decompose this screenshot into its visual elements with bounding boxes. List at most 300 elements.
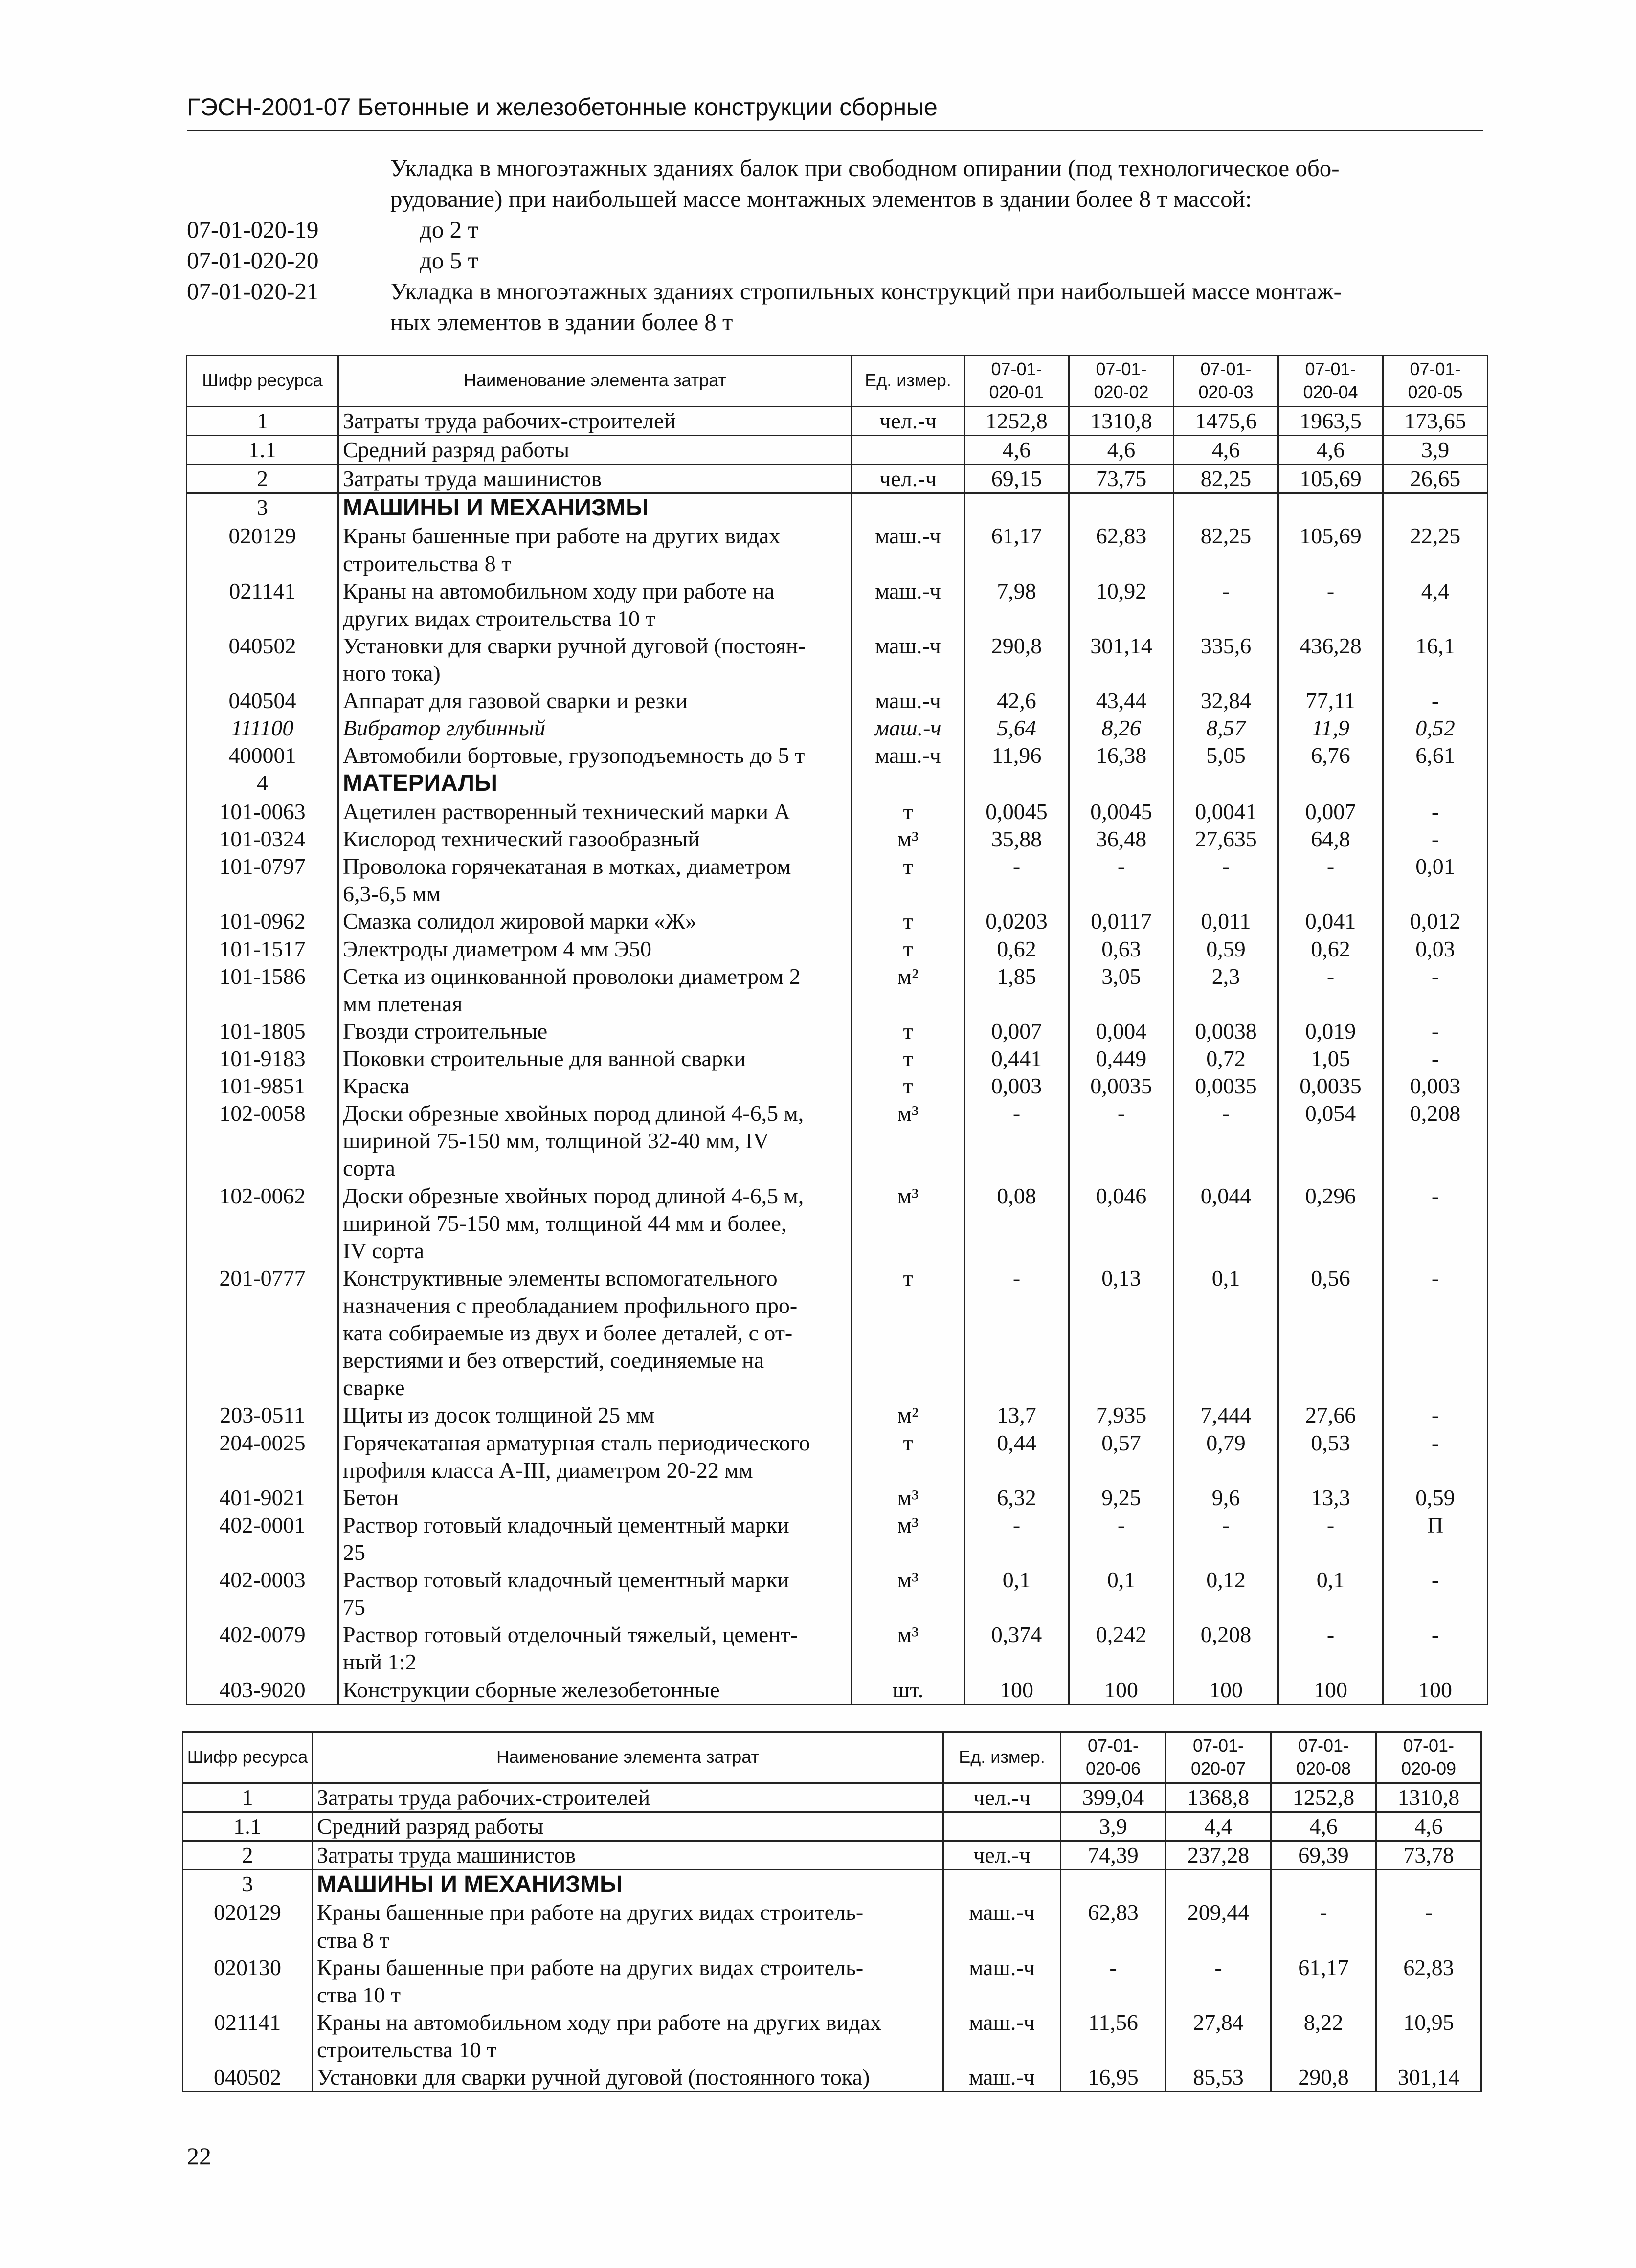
norm-value-cell: 0,72 [1174,1045,1278,1072]
norm-value-cell: 10,92 [1069,578,1174,632]
norm-value-cell: 4,4 [1166,1812,1271,1841]
resource-table-1 [186,355,1488,1705]
norm-code: 07-01-020-20 [187,247,319,274]
norm-value-cell: 10,95 [1376,2009,1481,2064]
unit-cell: маш.-ч [943,1954,1061,2009]
norm-value-cell: - [964,1265,1069,1402]
norm-value-cell: 0,0035 [1069,1072,1174,1100]
norm-value-cell: 27,84 [1166,2009,1271,2064]
norm-value-cell: 4,6 [1174,435,1278,464]
norm-value-cell: - [1174,578,1278,632]
header-unit: Ед. измер. [852,356,964,407]
norm-value-cell: 9,6 [1174,1484,1278,1512]
table-row [183,1869,1481,1899]
norm-value-cell [1061,1869,1166,1899]
table-row [187,1182,1488,1265]
norm-value-cell: 69,39 [1271,1841,1376,1869]
norm-value-cell: 27,635 [1174,825,1278,853]
unit-cell: маш.-ч [852,687,964,714]
unit-cell: м³ [852,1182,964,1265]
unit-cell: м³ [852,1621,964,1676]
cost-element-cell: Вибратор глубинный [338,714,852,742]
page-number: 22 [187,2142,211,2170]
table-row [187,769,1488,798]
table-row [183,1954,1481,2009]
table-row [187,464,1488,493]
cost-element-cell: Установки для сварки ручной дуговой (постоян- ного тока) [338,632,852,687]
norm-value-cell: 61,17 [1271,1954,1376,2009]
resource-code-cell: 403-9020 [187,1676,338,1705]
resource-code-cell: 040504 [187,687,338,714]
norm-value-cell: 0,449 [1069,1045,1174,1072]
norm-code: 07-01-020-21 [187,278,319,305]
norm-value-cell: 0,044 [1174,1182,1278,1265]
norm-value-cell: 1,85 [964,963,1069,1018]
unit-cell: т [852,1265,964,1402]
norm-value-cell: 35,88 [964,825,1069,853]
norm-value-cell: 0,0041 [1174,798,1278,825]
norm-value-cell: 4,6 [1069,435,1174,464]
norm-value-cell: 9,25 [1069,1484,1174,1512]
header-resource-code: Шифр ресурса [183,1732,313,1783]
norm-value-cell: 69,15 [964,464,1069,493]
resource-code-cell: 2 [187,464,338,493]
cost-element-cell: Краны башенные при работе на других видах строительства 8 т [338,522,852,577]
norm-value-cell: 1310,8 [1069,406,1174,435]
norm-value-cell: 0,1 [964,1566,1069,1621]
table-header-row [187,356,1488,407]
cost-element-cell: Установки для сварки ручной дуговой (постоянного тока) [313,2064,943,2092]
resource-code-cell: 021141 [183,2009,313,2064]
norm-value-cell: 0,59 [1383,1484,1488,1512]
norm-value-cell: 0,0045 [964,798,1069,825]
table-row [187,1045,1488,1072]
header-norm-code: 07-01- 020-07 [1166,1732,1271,1783]
norm-value-cell: 1252,8 [964,406,1069,435]
norm-value-cell [1278,493,1383,522]
unit-cell: м² [852,963,964,1018]
norm-value-cell: 100 [964,1676,1069,1705]
table-row [183,2009,1481,2064]
norm-value-cell: - [1383,825,1488,853]
norm-value-cell: - [1271,1899,1376,1954]
header-norm-code: 07-01- 020-01 [964,356,1069,407]
norm-value-cell: 11,96 [964,742,1069,769]
norm-value-cell: 7,98 [964,578,1069,632]
norm-value-cell: 0,08 [964,1182,1069,1265]
resource-code-cell: 101-0797 [187,853,338,908]
norm-value-cell: 6,76 [1278,742,1383,769]
unit-cell: т [852,1045,964,1072]
norm-value-cell: 85,53 [1166,2064,1271,2092]
table-row [187,1512,1488,1566]
unit-cell: м³ [852,825,964,853]
norm-value-cell [964,769,1069,798]
resource-code-cell: 3 [187,493,338,522]
unit-cell: шт. [852,1676,964,1705]
norm-value-cell: 16,95 [1061,2064,1166,2092]
table-row [183,1783,1481,1812]
norm-value-cell: - [1376,1899,1481,1954]
cost-element-cell: Электроды диаметром 4 мм Э50 [338,935,852,963]
cost-element-cell: Раствор готовый кладочный цементный марки 25 [338,1512,852,1566]
norm-value-cell [1069,493,1174,522]
table-row [183,1899,1481,1954]
table-row [187,908,1488,935]
cost-element-cell: Краны на автомобильном ходу при работе на других видах строительства 10 т [338,578,852,632]
intro-text-line: Укладка в многоэтажных зданиях балок при свободном опирании (под технологическое обо- [390,155,1340,181]
header-cost-element: Наименование элемента затрат [313,1732,943,1783]
norm-value-cell: 105,69 [1278,522,1383,577]
norm-value-cell: 335,6 [1174,632,1278,687]
norm-value-cell: 4,4 [1383,578,1488,632]
table-row [187,1265,1488,1402]
norm-value-cell: 0,011 [1174,908,1278,935]
norm-value-cell [964,493,1069,522]
unit-cell: м³ [852,1512,964,1566]
norm-value-cell: 13,3 [1278,1484,1383,1512]
table-row [187,1621,1488,1676]
norm-value-cell [1174,493,1278,522]
cost-element-cell: Кислород технический газообразный [338,825,852,853]
cost-element-cell: Поковки строительные для ванной сварки [338,1045,852,1072]
norm-value-cell: 0,03 [1383,935,1488,963]
norm-value-cell: 13,7 [964,1401,1069,1429]
unit-cell: чел.-ч [852,406,964,435]
norm-value-cell: 4,6 [1278,435,1383,464]
header-norm-code: 07-01- 020-05 [1383,356,1488,407]
table-row [187,632,1488,687]
norm-value-cell: 0,0035 [1278,1072,1383,1100]
norm-value-cell: - [1383,798,1488,825]
norm-value-cell: 27,66 [1278,1401,1383,1429]
unit-cell: м³ [852,1100,964,1182]
unit-cell: м³ [852,1566,964,1621]
unit-cell: т [852,853,964,908]
norm-value-cell: 1310,8 [1376,1783,1481,1812]
resource-code-cell: 040502 [183,2064,313,2092]
resource-code-cell: 101-1586 [187,963,338,1018]
norm-value-cell: - [1069,1512,1174,1566]
header-norm-code: 07-01- 020-03 [1174,356,1278,407]
norm-value-cell: 64,8 [1278,825,1383,853]
norm-value-cell: 82,25 [1174,522,1278,577]
table-row [187,687,1488,714]
norm-value-cell: 100 [1383,1676,1488,1705]
resource-code-cell: 402-0001 [187,1512,338,1566]
norm-value-cell: 73,78 [1376,1841,1481,1869]
cost-element-cell: Средний разряд работы [313,1812,943,1841]
table-row [187,935,1488,963]
table-row [187,578,1488,632]
table-row [183,1841,1481,1869]
norm-value-cell: - [1383,1018,1488,1045]
norm-value-cell: - [1383,1045,1488,1072]
unit-cell [852,435,964,464]
norm-value-cell: - [1061,1954,1166,2009]
cost-element-cell: Ацетилен растворенный технический марки А [338,798,852,825]
unit-cell: маш.-ч [852,578,964,632]
table-row [187,435,1488,464]
resource-code-cell: 401-9021 [187,1484,338,1512]
norm-value-cell: 0,054 [1278,1100,1383,1182]
norm-value-cell: 36,48 [1069,825,1174,853]
norm-value-cell: - [1166,1954,1271,2009]
cost-element-cell: Затраты труда рабочих-строителей [338,406,852,435]
resource-code-cell: 101-0063 [187,798,338,825]
cost-element-cell: Доски обрезные хвойных пород длиной 4-6,5 м, шириной 75-150 мм, толщиной 32-40 мм, IV сорта [338,1100,852,1182]
norm-value-cell: 1475,6 [1174,406,1278,435]
table-row [187,853,1488,908]
table-row [183,2064,1481,2092]
norm-value-cell: 0,441 [964,1045,1069,1072]
unit-cell: маш.-ч [852,714,964,742]
norm-value-cell: 0,0045 [1069,798,1174,825]
unit-cell: маш.-ч [943,2064,1061,2092]
resource-code-cell: 1.1 [183,1812,313,1841]
norm-value-cell [1383,493,1488,522]
cost-element-cell: Конструкции сборные железобетонные [338,1676,852,1705]
cost-element-cell: Раствор готовый отделочный тяжелый, цемент- ный 1:2 [338,1621,852,1676]
cost-element-cell: Смазка солидол жировой марки «Ж» [338,908,852,935]
norm-value-cell: 62,83 [1061,1899,1166,1954]
norm-value-cell: - [1069,853,1174,908]
resource-code-cell: 400001 [187,742,338,769]
norm-value-cell: 77,11 [1278,687,1383,714]
norm-value-cell [1383,769,1488,798]
table-row [187,1484,1488,1512]
unit-cell: чел.-ч [852,464,964,493]
norm-value-cell: 3,05 [1069,963,1174,1018]
norm-value-cell: 4,6 [1271,1812,1376,1841]
norm-value-cell: 0,046 [1069,1182,1174,1265]
cost-element-cell: Доски обрезные хвойных пород длиной 4-6,5 м, шириной 75-150 мм, толщиной 44 мм и более, IV сорта [338,1182,852,1265]
resource-code-cell: 020129 [183,1899,313,1954]
norm-value-cell [1271,1869,1376,1899]
norm-value-cell: 16,38 [1069,742,1174,769]
norm-value-cell: 7,444 [1174,1401,1278,1429]
resource-code-cell: 4 [187,769,338,798]
norm-value-cell: 7,935 [1069,1401,1174,1429]
resource-code-cell: 101-0324 [187,825,338,853]
norm-value-cell: 0,13 [1069,1265,1174,1402]
cost-element-cell: МАШИНЫ И МЕХАНИЗМЫ [313,1869,943,1899]
norm-value-cell: 4,6 [1376,1812,1481,1841]
norm-value-cell: 74,39 [1061,1841,1166,1869]
cost-element-cell: МАТЕРИАЛЫ [338,769,852,798]
norm-value-cell: 436,28 [1278,632,1383,687]
norm-value-cell: 0,007 [964,1018,1069,1045]
norm-value-cell: 100 [1069,1676,1174,1705]
intro-text-line: до 5 т [420,247,478,274]
resource-code-cell: 101-9851 [187,1072,338,1100]
cost-element-cell: Раствор готовый кладочный цементный марки 75 [338,1566,852,1621]
norm-value-cell: 301,14 [1069,632,1174,687]
resource-code-cell: 203-0511 [187,1401,338,1429]
cost-element-cell: Краны башенные при работе на других видах строитель- ства 10 т [313,1954,943,2009]
resource-code-cell: 102-0062 [187,1182,338,1265]
norm-value-cell: - [1383,963,1488,1018]
cost-element-cell: Щиты из досок толщиной 25 мм [338,1401,852,1429]
norm-value-cell: 2,3 [1174,963,1278,1018]
resource-code-cell: 021141 [187,578,338,632]
norm-value-cell: 0,01 [1383,853,1488,908]
norm-value-cell: - [1383,1182,1488,1265]
header-unit: Ед. измер. [943,1732,1061,1783]
resource-code-cell: 201-0777 [187,1265,338,1402]
cost-element-cell: Затраты труда машинистов [313,1841,943,1869]
norm-value-cell: 0,208 [1383,1100,1488,1182]
table-row [187,714,1488,742]
resource-code-cell: 111100 [187,714,338,742]
norm-value-cell: - [1278,1621,1383,1676]
table-row [187,1676,1488,1705]
norm-value-cell: - [1278,578,1383,632]
intro-text-line: Укладка в многоэтажных зданиях стропильных конструкций при наибольшей массе монтаж- [390,278,1342,305]
norm-value-cell: 0,59 [1174,935,1278,963]
norm-value-cell: 11,56 [1061,2009,1166,2064]
table-row [187,963,1488,1018]
cost-element-cell: Горячекатаная арматурная сталь периодического профиля класса А-III, диаметром 20-22 мм [338,1429,852,1484]
header-resource-code: Шифр ресурса [187,356,338,407]
norm-value-cell: - [1383,1401,1488,1429]
unit-cell: маш.-ч [852,522,964,577]
resource-table-2 [182,1731,1482,2092]
norm-value-cell: - [1174,1512,1278,1566]
header-norm-code: 07-01- 020-09 [1376,1732,1481,1783]
resource-code-cell: 1 [183,1783,313,1812]
norm-value-cell: 43,44 [1069,687,1174,714]
resource-code-cell: 2 [183,1841,313,1869]
table-row [187,1429,1488,1484]
norm-value-cell: 0,004 [1069,1018,1174,1045]
table-row [187,406,1488,435]
norm-value-cell: 62,83 [1376,1954,1481,2009]
norm-value-cell: - [1383,1265,1488,1402]
norm-value-cell: 0,0038 [1174,1018,1278,1045]
intro-text-line: рудование) при наибольшей массе монтажных элементов в здании более 8 т массой: [390,185,1252,212]
resource-code-cell: 402-0079 [187,1621,338,1676]
unit-cell: т [852,1429,964,1484]
norm-value-cell: 73,75 [1069,464,1174,493]
norm-value-cell: - [1278,963,1383,1018]
unit-cell [943,1812,1061,1841]
norm-value-cell: 301,14 [1376,2064,1481,2092]
header-norm-code: 07-01- 020-06 [1061,1732,1166,1783]
norm-value-cell: 100 [1174,1676,1278,1705]
norm-value-cell: 4,6 [964,435,1069,464]
cost-element-cell: Конструктивные элементы вспомогательного назначения с преобладанием профильного про- ката собираемые из двух и более деталей, с от- верстиями и без отверстий, соединяемые на сварке [338,1265,852,1402]
norm-value-cell: 0,007 [1278,798,1383,825]
norm-value-cell [1376,1869,1481,1899]
norm-value-cell: П [1383,1512,1488,1566]
norm-value-cell: 11,9 [1278,714,1383,742]
norm-value-cell: - [1069,1100,1174,1182]
table-row [187,1072,1488,1100]
resource-code-cell: 1 [187,406,338,435]
header-norm-code: 07-01- 020-08 [1271,1732,1376,1783]
norm-value-cell: - [964,1512,1069,1566]
cost-element-cell: Краска [338,1072,852,1100]
table-row [187,1100,1488,1182]
norm-value-cell: - [1278,853,1383,908]
header-rule [187,130,1483,131]
norm-value-cell: 0,041 [1278,908,1383,935]
norm-value-cell: - [1383,1621,1488,1676]
header-norm-code: 07-01- 020-02 [1069,356,1174,407]
norm-value-cell: 0,1 [1069,1566,1174,1621]
intro-text-line: ных элементов в здании более 8 т [390,309,733,335]
norm-value-cell: 0,0035 [1174,1072,1278,1100]
running-header: ГЭСН-2001-07 Бетонные и железобетонные конструкции сборные [187,93,938,121]
cost-element-cell: Краны на автомобильном ходу при работе на других видах строительства 10 т [313,2009,943,2064]
norm-value-cell: 0,019 [1278,1018,1383,1045]
cost-element-cell: Средний разряд работы [338,435,852,464]
norm-value-cell [1069,769,1174,798]
norm-value-cell: 3,9 [1383,435,1488,464]
table-row [187,1018,1488,1045]
unit-cell: м² [852,1401,964,1429]
cost-element-cell: Сетка из оцинкованной проволоки диаметром 2 мм плетеная [338,963,852,1018]
norm-value-cell: 1,05 [1278,1045,1383,1072]
norm-value-cell: 290,8 [1271,2064,1376,2092]
unit-cell: т [852,798,964,825]
cost-element-cell: Проволока горячекатаная в мотках, диаметром 6,3-6,5 мм [338,853,852,908]
norm-value-cell: 1368,8 [1166,1783,1271,1812]
norm-value-cell: 0,12 [1174,1566,1278,1621]
norm-value-cell: 0,003 [964,1072,1069,1100]
table-row [183,1812,1481,1841]
unit-cell: маш.-ч [852,742,964,769]
norm-value-cell: - [964,1100,1069,1182]
resource-code-cell: 020130 [183,1954,313,2009]
norm-value-cell: 6,32 [964,1484,1069,1512]
norm-value-cell: 62,83 [1069,522,1174,577]
resource-code-cell: 402-0003 [187,1566,338,1621]
norm-value-cell: 0,63 [1069,935,1174,963]
norm-value-cell: 0,208 [1174,1621,1278,1676]
norm-value-cell: 0,53 [1278,1429,1383,1484]
resource-code-cell: 020129 [187,522,338,577]
resource-code-cell: 101-0962 [187,908,338,935]
table-row [187,798,1488,825]
norm-value-cell: - [1383,1429,1488,1484]
unit-cell: маш.-ч [943,1899,1061,1954]
cost-element-cell: Краны башенные при работе на других видах строитель- ства 8 т [313,1899,943,1954]
resource-code-cell: 204-0025 [187,1429,338,1484]
norm-value-cell: 8,57 [1174,714,1278,742]
norm-value-cell: 0,62 [964,935,1069,963]
norm-value-cell: 0,1 [1174,1265,1278,1402]
norm-value-cell: 0,242 [1069,1621,1174,1676]
norm-value-cell: 237,28 [1166,1841,1271,1869]
resource-code-cell: 101-1805 [187,1018,338,1045]
header-cost-element: Наименование элемента затрат [338,356,852,407]
norm-value-cell: 61,17 [964,522,1069,577]
resource-code-cell: 1.1 [187,435,338,464]
norm-value-cell: 8,22 [1271,2009,1376,2064]
norm-value-cell: - [1383,687,1488,714]
cost-element-cell: Аппарат для газовой сварки и резки [338,687,852,714]
norm-value-cell: 0,374 [964,1621,1069,1676]
norm-value-cell [1174,769,1278,798]
table-row [187,742,1488,769]
norm-value-cell: 209,44 [1166,1899,1271,1954]
unit-cell: чел.-ч [943,1783,1061,1812]
table-row [187,1566,1488,1621]
resource-code-cell: 040502 [187,632,338,687]
cost-element-cell: Затраты труда машинистов [338,464,852,493]
